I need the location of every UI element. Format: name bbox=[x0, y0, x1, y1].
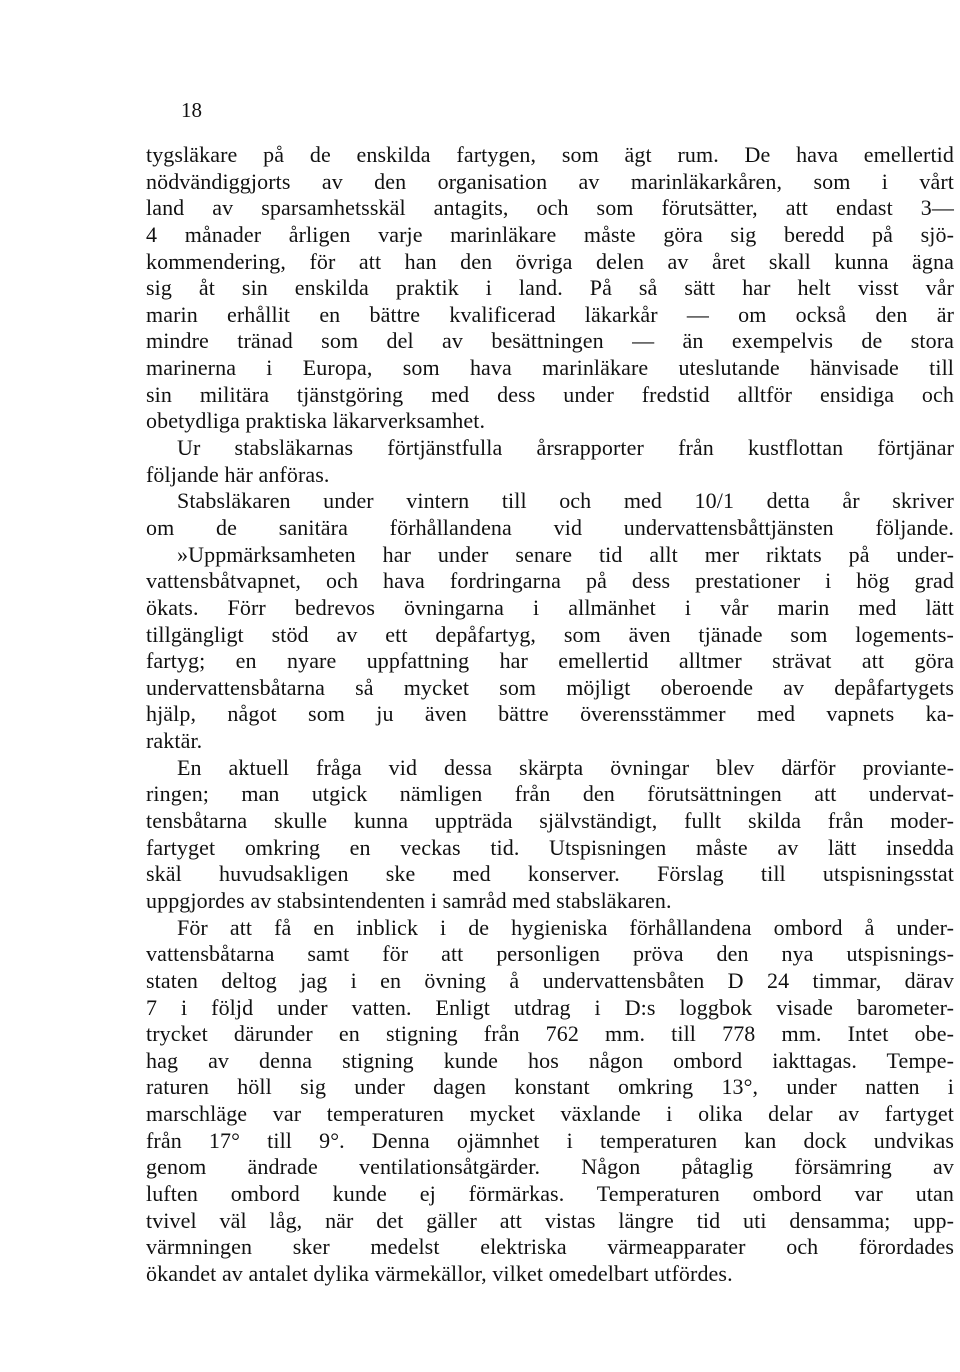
text-line: marschläge var temperaturen mycket växlande i olika delar av fartyget bbox=[146, 1101, 954, 1127]
text-line: obetydliga praktiska läkarverksamhet. bbox=[146, 408, 486, 434]
text-line: kommendering, för att han den övriga delen av året skall kunna ägna bbox=[146, 248, 954, 274]
text-line: Stabsläkaren under vintern till och med 10/1 detta år skriver bbox=[177, 488, 954, 514]
text-line: luften ombord kunde ej förmärkas. Temperaturen ombord var utan bbox=[146, 1180, 954, 1206]
text-line: 7 i följd under vatten. Enligt utdrag i D:s loggbok visade barometer- bbox=[146, 994, 954, 1020]
text-line: följande här anföras. bbox=[146, 461, 330, 487]
text-line: värmningen sker medelst elektriska värmeapparater och förordades bbox=[146, 1234, 954, 1260]
text-line: sig åt sin enskilda praktik i land. På så sätt har helt visst vår bbox=[146, 275, 954, 301]
text-line: sin militära tjänstgöring med dess under fredstid alltför ensidiga och bbox=[146, 381, 954, 407]
text-line: tillgängligt stöd av ett depåfartyg, som även tjänade som logements- bbox=[146, 621, 954, 647]
text-line: marin erhållit en bättre kvalificerad läkarkår — om också den är bbox=[146, 301, 954, 327]
text-line: För att få en inblick i de hygieniska förhållandena ombord å under- bbox=[177, 914, 954, 940]
text-line: En aktuell fråga vid dessa skärpta övningar blev därför proviante- bbox=[177, 754, 954, 780]
text-line: trycket därunder en stigning från 762 mm. till 778 mm. Intet obe- bbox=[146, 1021, 954, 1047]
text-line: tvivel väl låg, när det gäller att vistas längre tid uti densamma; upp- bbox=[146, 1207, 954, 1233]
text-line: mindre tränad som del av besättningen — än exempelvis de stora bbox=[146, 328, 954, 354]
text-line: undervattensbåtarna så mycket som möjligt oberoende av depåfartygets bbox=[146, 674, 954, 700]
text-line: ökandet av antalet dylika värmekällor, vilket omedelbart utfördes. bbox=[146, 1260, 733, 1286]
text-line: vattensbåtarna samt för att personligen pröva den nya utspisnings- bbox=[146, 941, 954, 967]
text-line: tygsläkare på de enskilda fartygen, som ägt rum. De hava emellertid bbox=[146, 142, 954, 167]
text-line: raturen höll sig under dagen konstant omkring 13°, under natten i bbox=[146, 1074, 954, 1100]
page-number: 18 bbox=[181, 98, 202, 122]
text-line: 4 månader årligen varje marinläkare måste göra sig beredd på sjö- bbox=[146, 221, 954, 247]
text-line: »Uppmärksamheten har under senare tid allt mer riktats på under- bbox=[177, 541, 954, 567]
text-line: uppgjordes av stabsintendenten i samråd med stabsläkaren. bbox=[146, 887, 672, 913]
body-text bbox=[146, 142, 954, 1288]
text-line: land av sparsamhetsskäl antagits, och som förutsätter, att endast 3— bbox=[146, 195, 954, 221]
text-line: ökats. Förr bedrevos övningarna i allmänhet i vår marin med lätt bbox=[146, 594, 954, 620]
text-line: skäl huvudsakligen ske med konserver. Förslag till utspisningsstat bbox=[146, 861, 954, 887]
text-line: fartyg; en nyare uppfattning har emellertid alltmer strävat att göra bbox=[146, 648, 954, 674]
text-line: staten deltog jag i en övning å undervattensbåten D 24 timmar, därav bbox=[146, 967, 954, 993]
text-line: marinerna i Europa, som hava marinläkare uteslutande hänvisade till bbox=[146, 355, 954, 381]
text-line: hag av denna stigning kunde hos någon ombord iakttagas. Tempe- bbox=[146, 1047, 954, 1073]
text-line: från 17° till 9°. Denna ojämnhet i temperaturen kan dock undvikas bbox=[146, 1127, 954, 1153]
text-line: ringen; man utgick nämligen från den förutsättningen att undervat- bbox=[146, 781, 954, 807]
text-line: hjälp, något som ju även bättre överensstämmer med vapnets ka- bbox=[146, 701, 954, 727]
text-line: om de sanitära förhållandena vid undervattensbåttjänsten följande. bbox=[146, 514, 954, 540]
text-line: raktär. bbox=[146, 728, 203, 754]
text-line: genom ändrade ventilationsåtgärder. Någon påtaglig försämring av bbox=[146, 1154, 954, 1180]
text-line: nödvändiggjorts av den organisation av marinläkarkåren, som i vårt bbox=[146, 168, 954, 194]
text-line: Ur stabsläkarnas förtjänstfulla årsrapporter från kustflottan förtjänar bbox=[177, 435, 954, 461]
text-line: vattensbåtvapnet, och hava fordringarna på dess prestationer i hög grad bbox=[146, 568, 954, 594]
text-line: fartyget omkring en veckas tid. Utspisningen måste av lätt insedda bbox=[146, 834, 954, 860]
text-line: tensbåtarna skulle kunna uppträda självständigt, fullt skilda från moder- bbox=[146, 808, 954, 834]
